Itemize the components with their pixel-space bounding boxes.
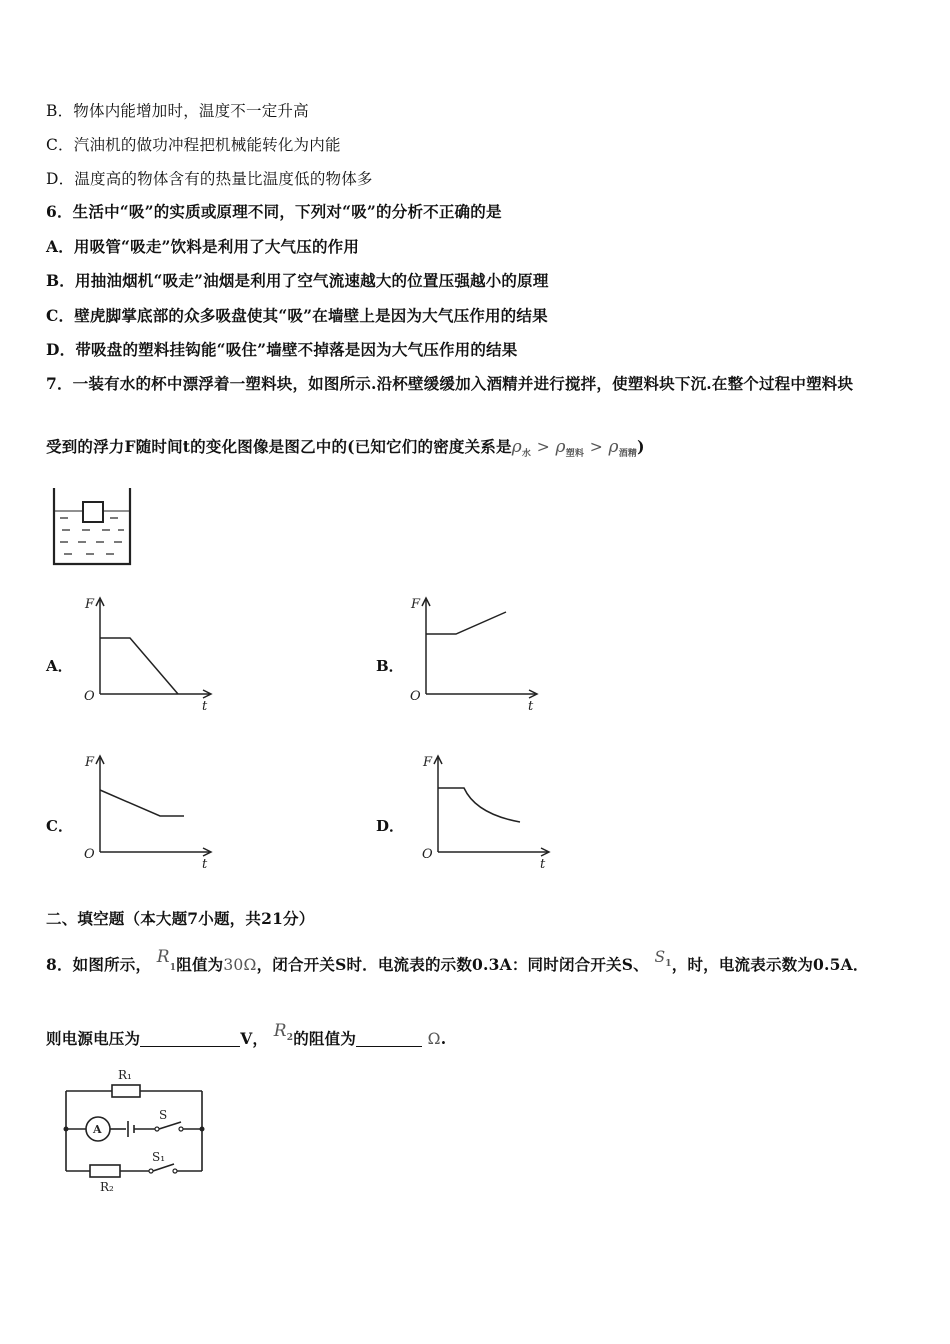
q8-text: ，闭合开关S时．电流表的示数0.3A：同时闭合开关S、 — [256, 955, 649, 974]
gt-symbol: > — [589, 438, 603, 456]
f-label: F — [411, 597, 421, 612]
q7-text: 受到的浮力F随时间t的变化图像是图乙中的(已知它们的密度关系是 — [46, 437, 512, 456]
option-c-line: C．汽油机的做功冲程把机械能转化为内能 — [46, 136, 341, 154]
question-7-cont — [46, 436, 645, 465]
q6-option-c: C．壁虎脚掌底部的众多吸盘使其“吸”在墙壁上是因为大气压作用的结果 — [46, 306, 548, 325]
graph-d — [420, 752, 560, 872]
option-b-line: B．物体内能增加时，温度不一定升高 — [46, 102, 309, 120]
option-d-line: D．温度高的物体含有的热量比温度低的物体多 — [46, 170, 373, 188]
rho-symbol: ρ — [511, 437, 522, 457]
f-label: F — [423, 755, 433, 770]
t-label: t — [528, 699, 534, 714]
sub-plastic: 塑料 — [565, 449, 585, 459]
blank-resistance[interactable] — [356, 1030, 422, 1047]
circuit-diagram — [56, 1065, 216, 1195]
o-label: O — [84, 689, 95, 704]
q6-option-d: D．带吸盘的塑料挂钩能“吸住”墙壁不掉落是因为大气压作用的结果 — [46, 340, 518, 359]
question-7: 7．一装有水的杯中漂浮着一塑料块，如图所示.沿杯壁缓缓加入酒精并进行搅拌，使塑料块下沉.在整个过程中塑料块 — [46, 374, 854, 393]
f-label: F — [85, 597, 95, 612]
question-6: 6．生活中“吸”的实质或原理不同，下列对“吸”的分析不正确的是 — [46, 202, 502, 221]
r2-label: R₂ — [100, 1180, 114, 1194]
rho-symbol: ρ — [555, 437, 566, 457]
s1-label: S₁ — [152, 1150, 166, 1164]
ammeter-label: A — [93, 1123, 102, 1136]
sub-alcohol: 酒精 — [618, 449, 638, 459]
q8-text: V， — [240, 1029, 269, 1048]
q8-text: 阻值为 — [176, 955, 224, 974]
sub-water: 水 — [521, 449, 532, 459]
q8-text: 的阻值为 — [293, 1029, 357, 1048]
t-label: t — [202, 857, 208, 872]
t-label: t — [202, 699, 208, 714]
s-symbol: S — [654, 948, 666, 966]
graph-label-d: D． — [376, 817, 405, 835]
q8-text: 8．如图所示， — [46, 955, 152, 974]
o-label: O — [422, 847, 433, 862]
sub-2: 2 — [286, 1033, 294, 1043]
resistance-value: 30Ω — [223, 956, 257, 974]
section-2-title: 二、填空题（本大题7小题，共21分） — [46, 909, 315, 928]
rho-symbol: ρ — [608, 437, 619, 457]
question-8 — [46, 946, 869, 979]
r1-label: R₁ — [118, 1068, 132, 1082]
graph-label-b: B． — [376, 657, 404, 675]
graph-a — [82, 594, 222, 714]
beaker-figure — [48, 486, 138, 571]
close-paren: ) — [637, 437, 645, 456]
q8-text: 则电源电压为 — [46, 1029, 141, 1048]
r-symbol: R — [156, 947, 170, 967]
blank-voltage[interactable] — [140, 1030, 240, 1047]
graph-b — [408, 594, 548, 714]
q6-option-b: B．用抽油烟机“吸走”油烟是利用了空气流速越大的位置压强越小的原理 — [46, 271, 549, 290]
sub-1: 1 — [665, 959, 672, 969]
r-symbol: R — [273, 1021, 287, 1041]
q8-text: ，时，电流表示数为0.5A． — [671, 955, 869, 974]
q6-option-a: A．用吸管“吸走”饮料是利用了大气压的作用 — [46, 237, 360, 256]
o-label: O — [410, 689, 421, 704]
question-8-cont — [46, 1020, 446, 1050]
f-label: F — [85, 755, 95, 770]
q8-text: . — [440, 1029, 447, 1048]
s-label: S — [159, 1108, 168, 1122]
graph-label-c: C． — [46, 817, 73, 835]
sub-1: 1 — [169, 963, 177, 973]
graph-label-a: A． — [46, 657, 73, 675]
o-label: O — [84, 847, 95, 862]
t-label: t — [540, 857, 546, 872]
graph-c — [82, 752, 222, 872]
gt-symbol: > — [536, 438, 550, 456]
ohm-symbol: Ω — [427, 1030, 441, 1048]
